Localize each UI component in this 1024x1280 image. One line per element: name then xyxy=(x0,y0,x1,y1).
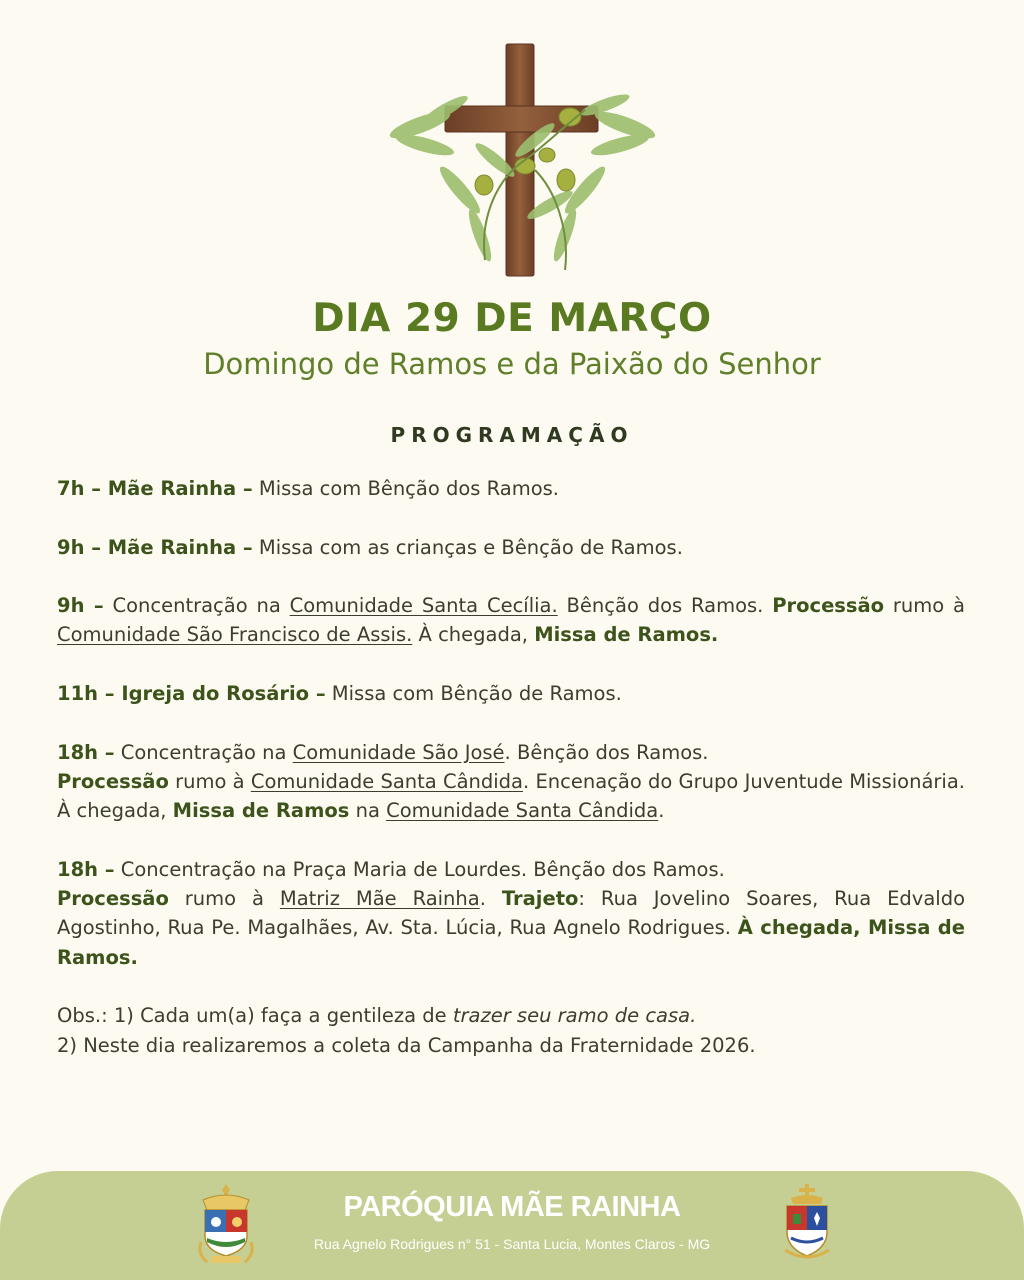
location-link: Comunidade São Francisco de Assis. xyxy=(57,623,413,647)
location-link: Comunidade Santa Cecília. xyxy=(289,594,558,618)
location-link: Comunidade Santa Cândida xyxy=(386,799,659,823)
note-text: Obs.: 1) Cada um(a) faça a gentileza de xyxy=(57,1004,453,1028)
section-heading-programacao: PROGRAMAÇÃO xyxy=(390,423,634,447)
entry-text: . Bênção dos Ramos. xyxy=(504,740,709,764)
entry-text: Concentração na xyxy=(103,594,290,618)
schedule-entry xyxy=(57,533,965,562)
entry-time: 7h – Mãe Rainha – xyxy=(57,477,253,500)
entry-text: rumo à xyxy=(884,594,965,618)
schedule-content xyxy=(57,474,965,1060)
notes xyxy=(57,1001,965,1060)
entry-time: 9h – xyxy=(57,594,104,618)
entry-text: Concentração na xyxy=(114,740,293,764)
schedule-entry xyxy=(57,474,965,503)
procession-label: Processão xyxy=(772,594,885,618)
entry-text: Missa com Bênção de Ramos. xyxy=(325,682,622,706)
note-1 xyxy=(57,1001,965,1030)
schedule-entry xyxy=(57,738,965,826)
entry-text: rumo à xyxy=(168,769,251,793)
entry-text: rumo à xyxy=(168,887,280,911)
location-link: Matriz Mãe Rainha xyxy=(279,887,480,911)
location-link: Comunidade Santa Cândida xyxy=(250,769,524,793)
page-title: DIA 29 DE MARÇO xyxy=(312,296,712,341)
route-text: : Rua Jovelino Soares, Rua Edvaldo Agostinho, Rua Pe. Magalhães, Av. Sta. Lúcia, Rua Agnelo Rodrigues. xyxy=(57,887,965,940)
schedule-entry xyxy=(57,855,965,972)
note-emphasis: trazer seu ramo de casa. xyxy=(452,1004,697,1028)
schedule-entry xyxy=(57,591,965,650)
entry-text: Missa com as crianças e Bênção de Ramos. xyxy=(252,535,683,559)
entry-time: 18h – xyxy=(57,740,115,764)
schedule-entry xyxy=(57,679,965,708)
entry-text: . xyxy=(479,887,502,911)
mass-label: À chegada, Missa de Ramos. xyxy=(57,916,965,969)
location-link: Comunidade São José xyxy=(292,740,505,764)
entry-time: 18h – xyxy=(57,857,115,881)
entry-text: na xyxy=(349,799,387,823)
note-2: 2) Neste dia realizaremos a coleta da Campanha da Fraternidade 2026. xyxy=(57,1033,756,1057)
page-subtitle: Domingo de Ramos e da Paixão do Senhor xyxy=(203,347,821,381)
parish-name: PARÓQUIA MÃE RAINHA xyxy=(343,1191,681,1223)
parish-address: Rua Agnelo Rodrigues n° 51 - Santa Lucia, Montes Claros - MG xyxy=(313,1236,711,1252)
entry-text: À chegada, xyxy=(412,623,535,647)
mass-label: Missa de Ramos. xyxy=(534,623,719,647)
entry-text: Concentração na Praça Maria de Lourdes. Bênção dos Ramos. xyxy=(114,857,725,881)
mass-label: Missa de Ramos xyxy=(172,799,350,823)
entry-text: Missa com Bênção dos Ramos. xyxy=(252,477,559,500)
entry-time: 11h – Igreja do Rosário – xyxy=(57,682,326,706)
route-label: Trajeto xyxy=(501,887,579,911)
entry-text: Bênção dos Ramos. xyxy=(557,594,764,618)
entry-text: . Encenação do Grupo Juventude Missionária. À chegada, xyxy=(57,769,965,823)
entry-time: 9h – Mãe Rainha – xyxy=(57,535,253,559)
procession-label: Processão xyxy=(57,769,169,793)
parish-coat-of-arms-icon xyxy=(781,1182,833,1270)
entry-text: . xyxy=(658,799,665,823)
footer-bar xyxy=(0,1171,1024,1280)
cross-olive-illustration-icon xyxy=(385,40,660,280)
procession-label: Processão xyxy=(57,887,169,911)
